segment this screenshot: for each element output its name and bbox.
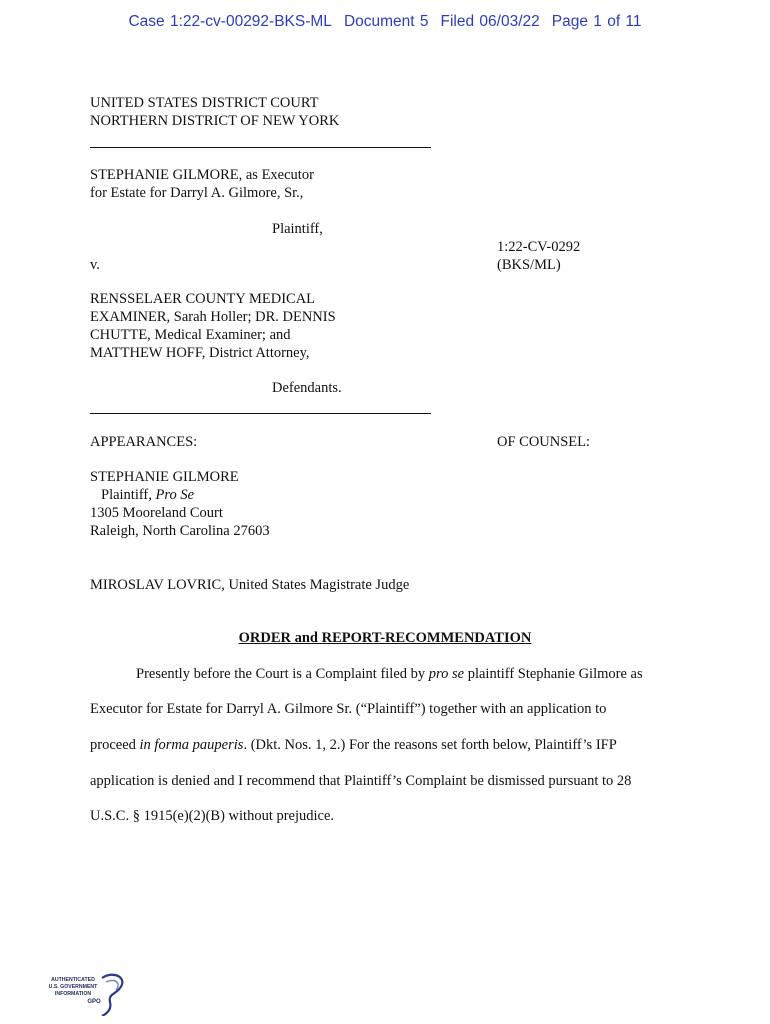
appearances-label: APPEARANCES: [90, 434, 198, 450]
body-line-3-b: . (Dkt. Nos. 1, 2.) For the reasons set forth below, Plaintiff’s IFP [243, 737, 617, 753]
defendants-role: Defendants. [272, 380, 342, 396]
filed-date: Filed 06/03/22 [440, 13, 540, 30]
page-indicator: Page 1 of 11 [551, 13, 642, 30]
plaintiff-block [90, 166, 314, 202]
body-line-1 [136, 665, 643, 683]
plaintiff-line-2: for Estate for Darryl A. Gilmore, Sr., [90, 185, 304, 201]
case-number-line-1: 1:22-CV-0292 [497, 239, 581, 255]
order-title: ORDER and REPORT-RECOMMENDATION [238, 630, 532, 646]
gpo-logo-line-1: AUTHENTICATED [51, 977, 95, 983]
gpo-logo-line-2: U.S. GOVERNMENT [48, 984, 98, 990]
defendants-line-2: EXAMINER, Sarah Holler; DR. DENNIS [90, 309, 336, 325]
defendants-line-4: MATTHEW HOFF, District Attorney, [90, 345, 310, 361]
gpo-authentication-logo [44, 972, 128, 1016]
body-line-3 [90, 736, 617, 754]
plaintiff-role: Plaintiff, [272, 221, 323, 237]
body-line-1-b: plaintiff Stephanie Gilmore as [464, 666, 643, 682]
defendants-block [90, 290, 336, 362]
caption-rule-top [90, 147, 431, 148]
defendants-line-1: RENSSELAER COUNTY MEDICAL [90, 291, 316, 307]
court-name [90, 94, 339, 130]
body-line-5: U.S.C. § 1915(e)(2)(B) without prejudice. [90, 808, 335, 824]
case-number-block [497, 238, 580, 274]
caption-rule-bottom [90, 413, 431, 414]
court-line-2: NORTHERN DISTRICT OF NEW YORK [90, 113, 340, 129]
judge-line: MIROSLAV LOVRIC, United States Magistrate Judge [90, 577, 410, 593]
appearance-role-prefix: Plaintiff, [101, 487, 156, 503]
gpo-logo-line-3: INFORMATION [54, 991, 92, 997]
appearance-role-pro-se: Pro Se [155, 487, 195, 503]
case-number-line-2: (BKS/ML) [497, 257, 561, 273]
body-line-3-a: proceed [90, 737, 140, 753]
filing-header [0, 13, 770, 31]
defendants-line-3: CHUTTE, Medical Examiner; and [90, 327, 291, 343]
case-number-header: Case 1:22-cv-00292-BKS-ML [128, 13, 332, 30]
appearance-block [90, 468, 270, 540]
court-line-1: UNITED STATES DISTRICT COURT [90, 95, 319, 111]
gpo-logo-line-4: GPO [87, 999, 101, 1005]
of-counsel-label: OF COUNSEL: [497, 434, 591, 450]
appearance-name: STEPHANIE GILMORE [90, 469, 239, 485]
body-line-3-italic: in forma pauperis [139, 737, 244, 753]
versus: v. [90, 257, 100, 273]
body-line-2: Executor for Estate for Darryl A. Gilmore Sr. (“Plaintiff”) together with an application to [90, 701, 607, 717]
gpo-eagle-icon [44, 972, 128, 1016]
body-line-1-a: Presently before the Court is a Complaint filed by [136, 666, 429, 682]
appearance-address-2: Raleigh, North Carolina 27603 [90, 523, 270, 539]
body-line-4: application is denied and I recommend that Plaintiff’s Complaint be dismissed pursuant to 28 [90, 773, 632, 789]
appearance-address-1: 1305 Mooreland Court [90, 505, 223, 521]
plaintiff-line-1: STEPHANIE GILMORE, as Executor [90, 167, 314, 183]
appearance-role [90, 486, 270, 504]
body-line-1-italic: pro se [428, 666, 465, 682]
document-number: Document 5 [343, 13, 429, 30]
